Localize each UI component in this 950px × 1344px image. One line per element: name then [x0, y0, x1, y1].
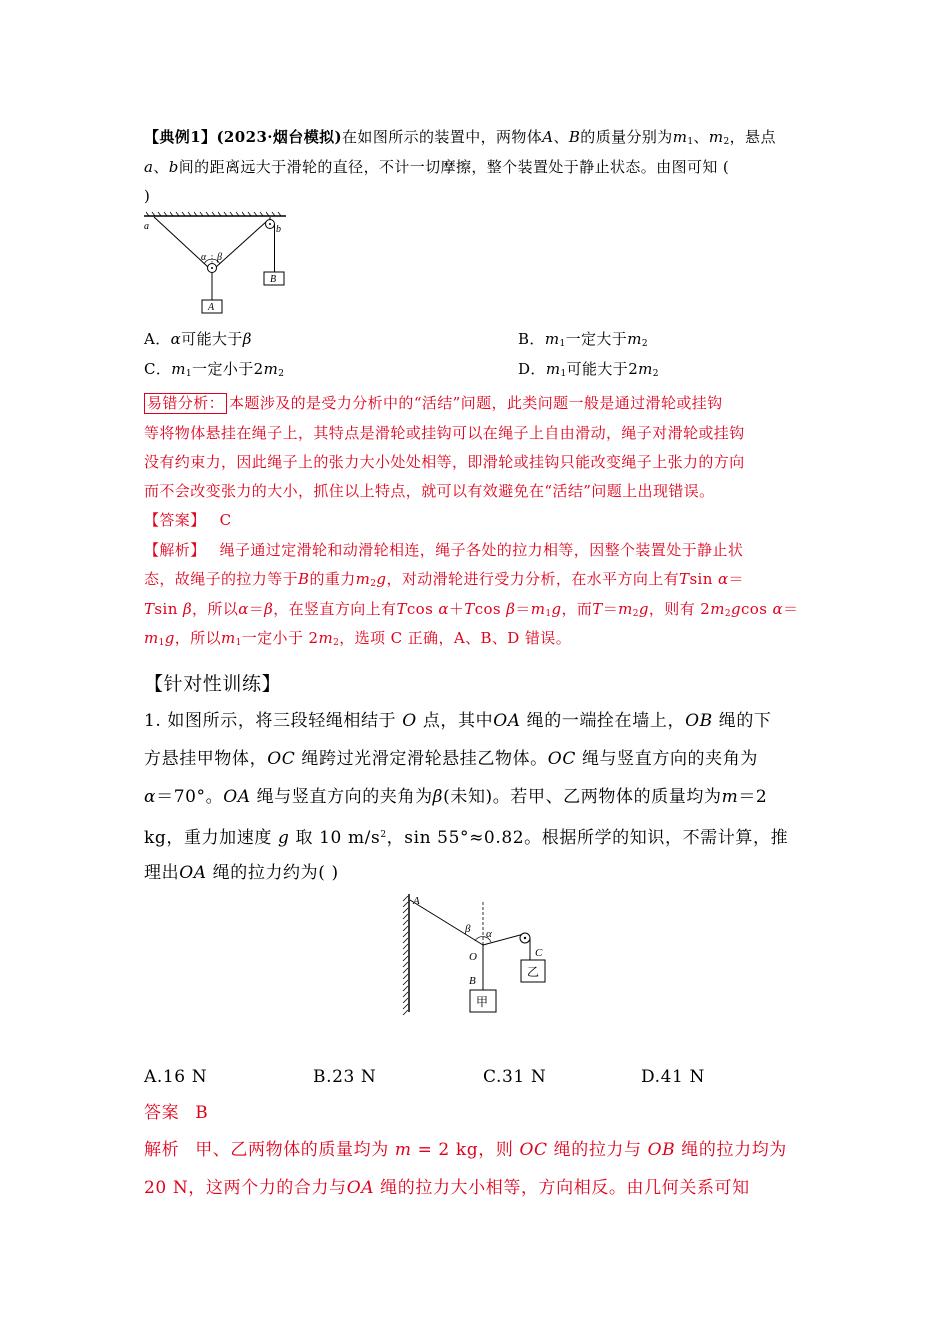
label-a: a — [144, 221, 149, 232]
label-yi: 乙 — [527, 965, 540, 979]
sub: 2 — [333, 638, 340, 648]
fn: cos — [474, 600, 502, 618]
sub: 2 — [724, 609, 731, 619]
var-alpha: α — [438, 600, 449, 618]
option-text: 一定小于 — [192, 360, 254, 378]
example-source: (2023·烟台模拟) — [216, 128, 343, 146]
var-g: g — [164, 629, 175, 647]
fn: sin — [154, 600, 178, 618]
solution-text: ，则有 2 — [648, 600, 711, 618]
question-text: 绳与竖直方向的夹角为 — [581, 749, 758, 769]
coef: 2 — [253, 360, 264, 378]
var-m: m — [171, 360, 186, 378]
var-m: m — [545, 360, 561, 378]
solution-label: 解析 — [144, 1140, 180, 1160]
question-text: ＝2 — [738, 787, 768, 807]
sup: 2 — [380, 830, 387, 840]
eq: ＝ — [783, 600, 799, 618]
var-T: T — [592, 600, 603, 618]
sub: 2 — [652, 369, 659, 379]
coef: 2 — [628, 360, 639, 378]
label-A: A — [208, 302, 215, 313]
var-m: m — [220, 629, 236, 647]
training-question-line-2 — [144, 743, 808, 776]
var-OA: OA — [179, 863, 207, 883]
var-m: m — [721, 787, 739, 807]
wall-hatching — [403, 896, 408, 1015]
var-alpha: α — [772, 600, 784, 618]
sub: 2 — [723, 137, 730, 147]
solution-text: 绳的拉力均为 — [681, 1140, 787, 1160]
sub: 1 — [559, 339, 566, 349]
label-C: C — [535, 947, 543, 959]
answer-value: C — [219, 511, 232, 529]
var-T: T — [464, 600, 475, 618]
training-solution-line-2 — [144, 1172, 808, 1205]
eq: ＝ — [248, 600, 265, 618]
analysis-line-3: 没有约束力，因此绳子上的张力大小处处相等，即滑轮或挂钩只能改变绳子上张力的方向 — [144, 453, 745, 471]
pulley-axle — [524, 937, 526, 939]
var-beta: β — [182, 600, 193, 618]
example-solution-line-4 — [144, 623, 808, 658]
option-A[interactable] — [144, 324, 252, 354]
var-g: g — [551, 600, 562, 618]
solution-text: 绳的拉力大小相等，方向相反。由几何关系可知 — [380, 1178, 750, 1198]
training-question-line-1 — [144, 705, 808, 738]
var-m: m — [627, 330, 642, 348]
question-text: 理出 — [144, 863, 180, 883]
var-O: O — [402, 711, 417, 731]
var-alpha: α — [717, 570, 729, 588]
var-g: g — [638, 600, 649, 618]
question-text: 点，其中 — [422, 711, 494, 731]
sep: 、 — [553, 128, 569, 146]
rope-left — [154, 217, 208, 267]
training-answer — [144, 1097, 808, 1130]
var-OC: OC — [519, 1140, 548, 1160]
question-text: kg，重力加速度 — [144, 828, 272, 848]
var-OA: OA — [346, 1178, 375, 1198]
question-text: 绳跨过光滑定滑轮悬挂乙物体。 — [301, 749, 548, 769]
label-jia: 甲 — [476, 995, 489, 1009]
var-beta: β — [506, 600, 516, 618]
eq: ＝ — [728, 570, 744, 588]
var-m: m — [708, 128, 724, 146]
question-text: 取 10 m/s — [295, 828, 381, 848]
fixed-pulley-axle — [269, 223, 271, 225]
var-m: m — [355, 570, 371, 588]
solution-text: 20 N，这两个力的合力与 — [144, 1178, 347, 1198]
analysis-line-2: 等将物体悬挂在绳子上，其特点是滑轮或挂钩可以在绳子上自由滑动，绳子对滑轮或挂钩 — [144, 424, 745, 442]
var-beta: β — [242, 330, 252, 348]
answer-value: B — [195, 1103, 209, 1123]
solution-text: 绳的拉力与 — [553, 1140, 642, 1160]
solution-text: 态，故绳子的拉力等于 — [144, 570, 299, 588]
training-question-line-5 — [144, 857, 808, 890]
training-solution-line-1 — [144, 1134, 808, 1167]
var-m: m — [394, 1140, 412, 1160]
sub: 2 — [278, 369, 285, 379]
solution-text: ，所以 — [174, 629, 221, 647]
solution-text: 一定小于 2 — [241, 629, 319, 647]
question-text: ，sin 55°≈0.82。根据所学的知识，不需计算，推 — [386, 828, 789, 848]
training-option-D[interactable]: D.41 N — [641, 1067, 705, 1087]
var-alpha: α — [144, 787, 157, 807]
var-m: m — [618, 600, 633, 618]
eq: ＝ — [602, 600, 619, 618]
solution-text: ，而 — [561, 600, 593, 618]
question-text: 绳与竖直方向的夹角为 — [256, 787, 433, 807]
sep: 、 — [153, 158, 169, 176]
sub: 1 — [235, 638, 242, 648]
solution-text: ，选项 C 正确，A、B、D 错误。 — [339, 629, 572, 647]
training-question-line-4 — [144, 819, 808, 855]
var-m: m — [672, 128, 688, 146]
label-b: b — [276, 224, 281, 235]
eq: ＝ — [515, 600, 531, 618]
rope-OA — [410, 900, 483, 945]
solution-text: ，在竖直方向上有 — [273, 600, 397, 618]
sub: 2 — [632, 609, 639, 619]
var-OA: OA — [493, 711, 521, 731]
var-g: g — [278, 828, 290, 848]
var-m: m — [263, 360, 279, 378]
var-beta: β — [264, 600, 274, 618]
var-OC: OC — [267, 749, 296, 769]
option-D[interactable] — [518, 354, 659, 389]
var-T: T — [144, 600, 155, 618]
solution-text: = 2 kg，则 — [417, 1140, 514, 1160]
paren: ) — [144, 187, 151, 205]
option-text: 可能大于 — [181, 330, 243, 348]
question-text: (未知)。若甲、乙两物体的质量均为 — [443, 787, 722, 807]
option-text: 一定大于 — [565, 330, 628, 348]
plus: ＋ — [448, 600, 465, 618]
label-beta: β — [217, 252, 222, 263]
label-alpha: α — [201, 252, 207, 263]
label-alpha: α — [486, 928, 492, 940]
var-OC: OC — [547, 749, 576, 769]
training-question-line-3 — [144, 781, 808, 814]
var-OA: OA — [223, 787, 251, 807]
label-B: B — [270, 274, 277, 285]
option-C[interactable] — [144, 354, 284, 389]
question-text: 绳的拉力约为( ) — [212, 863, 339, 883]
analysis-text: 本题涉及的是受力分析中的“活结”问题，此类问题一般是通过滑轮或挂钩 — [229, 394, 723, 412]
sub: 1 — [545, 609, 552, 619]
question-text: 间的距离远大于滑轮的直径，不计一切摩擦，整个装置处于静止状态。由图可知 ( — [178, 158, 730, 176]
training-option-C[interactable]: C.31 N — [483, 1067, 547, 1087]
solution-text: ，对动滑轮进行受力分析，在水平方向上有 — [386, 570, 680, 588]
var-g: g — [376, 570, 387, 588]
analysis-tag: 易错分析： — [144, 393, 227, 414]
solution-text: 绳子通过定滑轮和动滑轮相连，绳子各处的拉力相等，因整个装置处于静止状 — [219, 541, 744, 559]
knot-diagram — [398, 890, 558, 1020]
training-title: 【针对性训练】 — [144, 673, 282, 695]
var-m: m — [638, 360, 653, 378]
var-OB: OB — [685, 711, 713, 731]
sub: 1 — [185, 369, 193, 379]
var-m: m — [144, 629, 159, 647]
solution-text: 甲、乙两物体的质量均为 — [195, 1140, 389, 1160]
sub: 2 — [370, 579, 377, 589]
question-text: ＝70°。 — [156, 787, 224, 807]
var-OB: OB — [647, 1140, 676, 1160]
example-question-line-3 — [144, 181, 808, 211]
label-B: B — [469, 975, 476, 987]
solution-label: 【解析】 — [144, 541, 206, 559]
question-text: 方悬挂甲物体， — [144, 749, 268, 769]
question-text: 的质量分别为 — [580, 128, 673, 146]
label-beta: β — [465, 923, 471, 935]
var-T: T — [679, 570, 690, 588]
sub: 1 — [158, 638, 165, 648]
example-solution-line-1 — [144, 535, 808, 565]
training-option-A[interactable]: A.16 N — [144, 1067, 208, 1087]
training-option-B[interactable]: B.23 N — [313, 1067, 377, 1087]
var-T: T — [396, 600, 407, 618]
var-m: m — [318, 629, 334, 647]
sub: 1 — [560, 369, 567, 379]
var-beta: β — [432, 787, 444, 807]
example-answer — [144, 505, 808, 535]
question-text: 绳的下 — [718, 711, 772, 731]
option-prefix: D． — [518, 360, 546, 378]
var-A: A — [542, 128, 554, 146]
option-prefix: A． — [144, 330, 171, 348]
analysis-line-4: 而不会改变张力的大小，抓住以上特点，就可以有效避免在“活结”问题上出现错误。 — [144, 482, 715, 500]
var-m: m — [530, 600, 546, 618]
sep: 、 — [693, 128, 709, 146]
question-text: 1. 如图所示，将三段轻绳相结于 — [144, 711, 397, 731]
var-B: B — [298, 570, 310, 588]
fn: sin — [689, 570, 713, 588]
var-alpha: α — [238, 600, 249, 618]
question-text: 绳的一端拴在墙上， — [526, 711, 686, 731]
rope-right — [216, 221, 267, 267]
moving-pulley-axle — [211, 267, 213, 269]
question-text: ，悬点 — [729, 128, 776, 146]
var-alpha: α — [170, 330, 182, 348]
example-label: 【典例1】 — [144, 128, 217, 146]
solution-text: 的重力 — [309, 570, 356, 588]
answer-label: 答案 — [144, 1103, 180, 1123]
sub: 1 — [687, 137, 694, 147]
solution-text: ，所以 — [192, 600, 239, 618]
label-A: A — [413, 895, 420, 907]
var-B: B — [568, 128, 581, 146]
var-g: g — [730, 600, 741, 618]
option-prefix: B． — [518, 330, 545, 348]
pulley-diagram — [140, 208, 292, 318]
var-b: b — [168, 158, 179, 176]
example-question-line-2 — [144, 152, 808, 182]
fn: cos — [406, 600, 434, 618]
option-text: 可能大于 — [566, 360, 629, 378]
fn: cos — [740, 600, 768, 618]
option-prefix: C． — [144, 360, 172, 378]
var-a: a — [144, 158, 154, 176]
answer-label: 【答案】 — [144, 511, 206, 529]
sub: 2 — [641, 339, 648, 349]
analysis-line-1 — [144, 388, 808, 418]
var-m: m — [710, 600, 725, 618]
label-O: O — [469, 951, 477, 963]
question-text: 在如图所示的装置中，两物体 — [342, 128, 543, 146]
var-m: m — [544, 330, 560, 348]
